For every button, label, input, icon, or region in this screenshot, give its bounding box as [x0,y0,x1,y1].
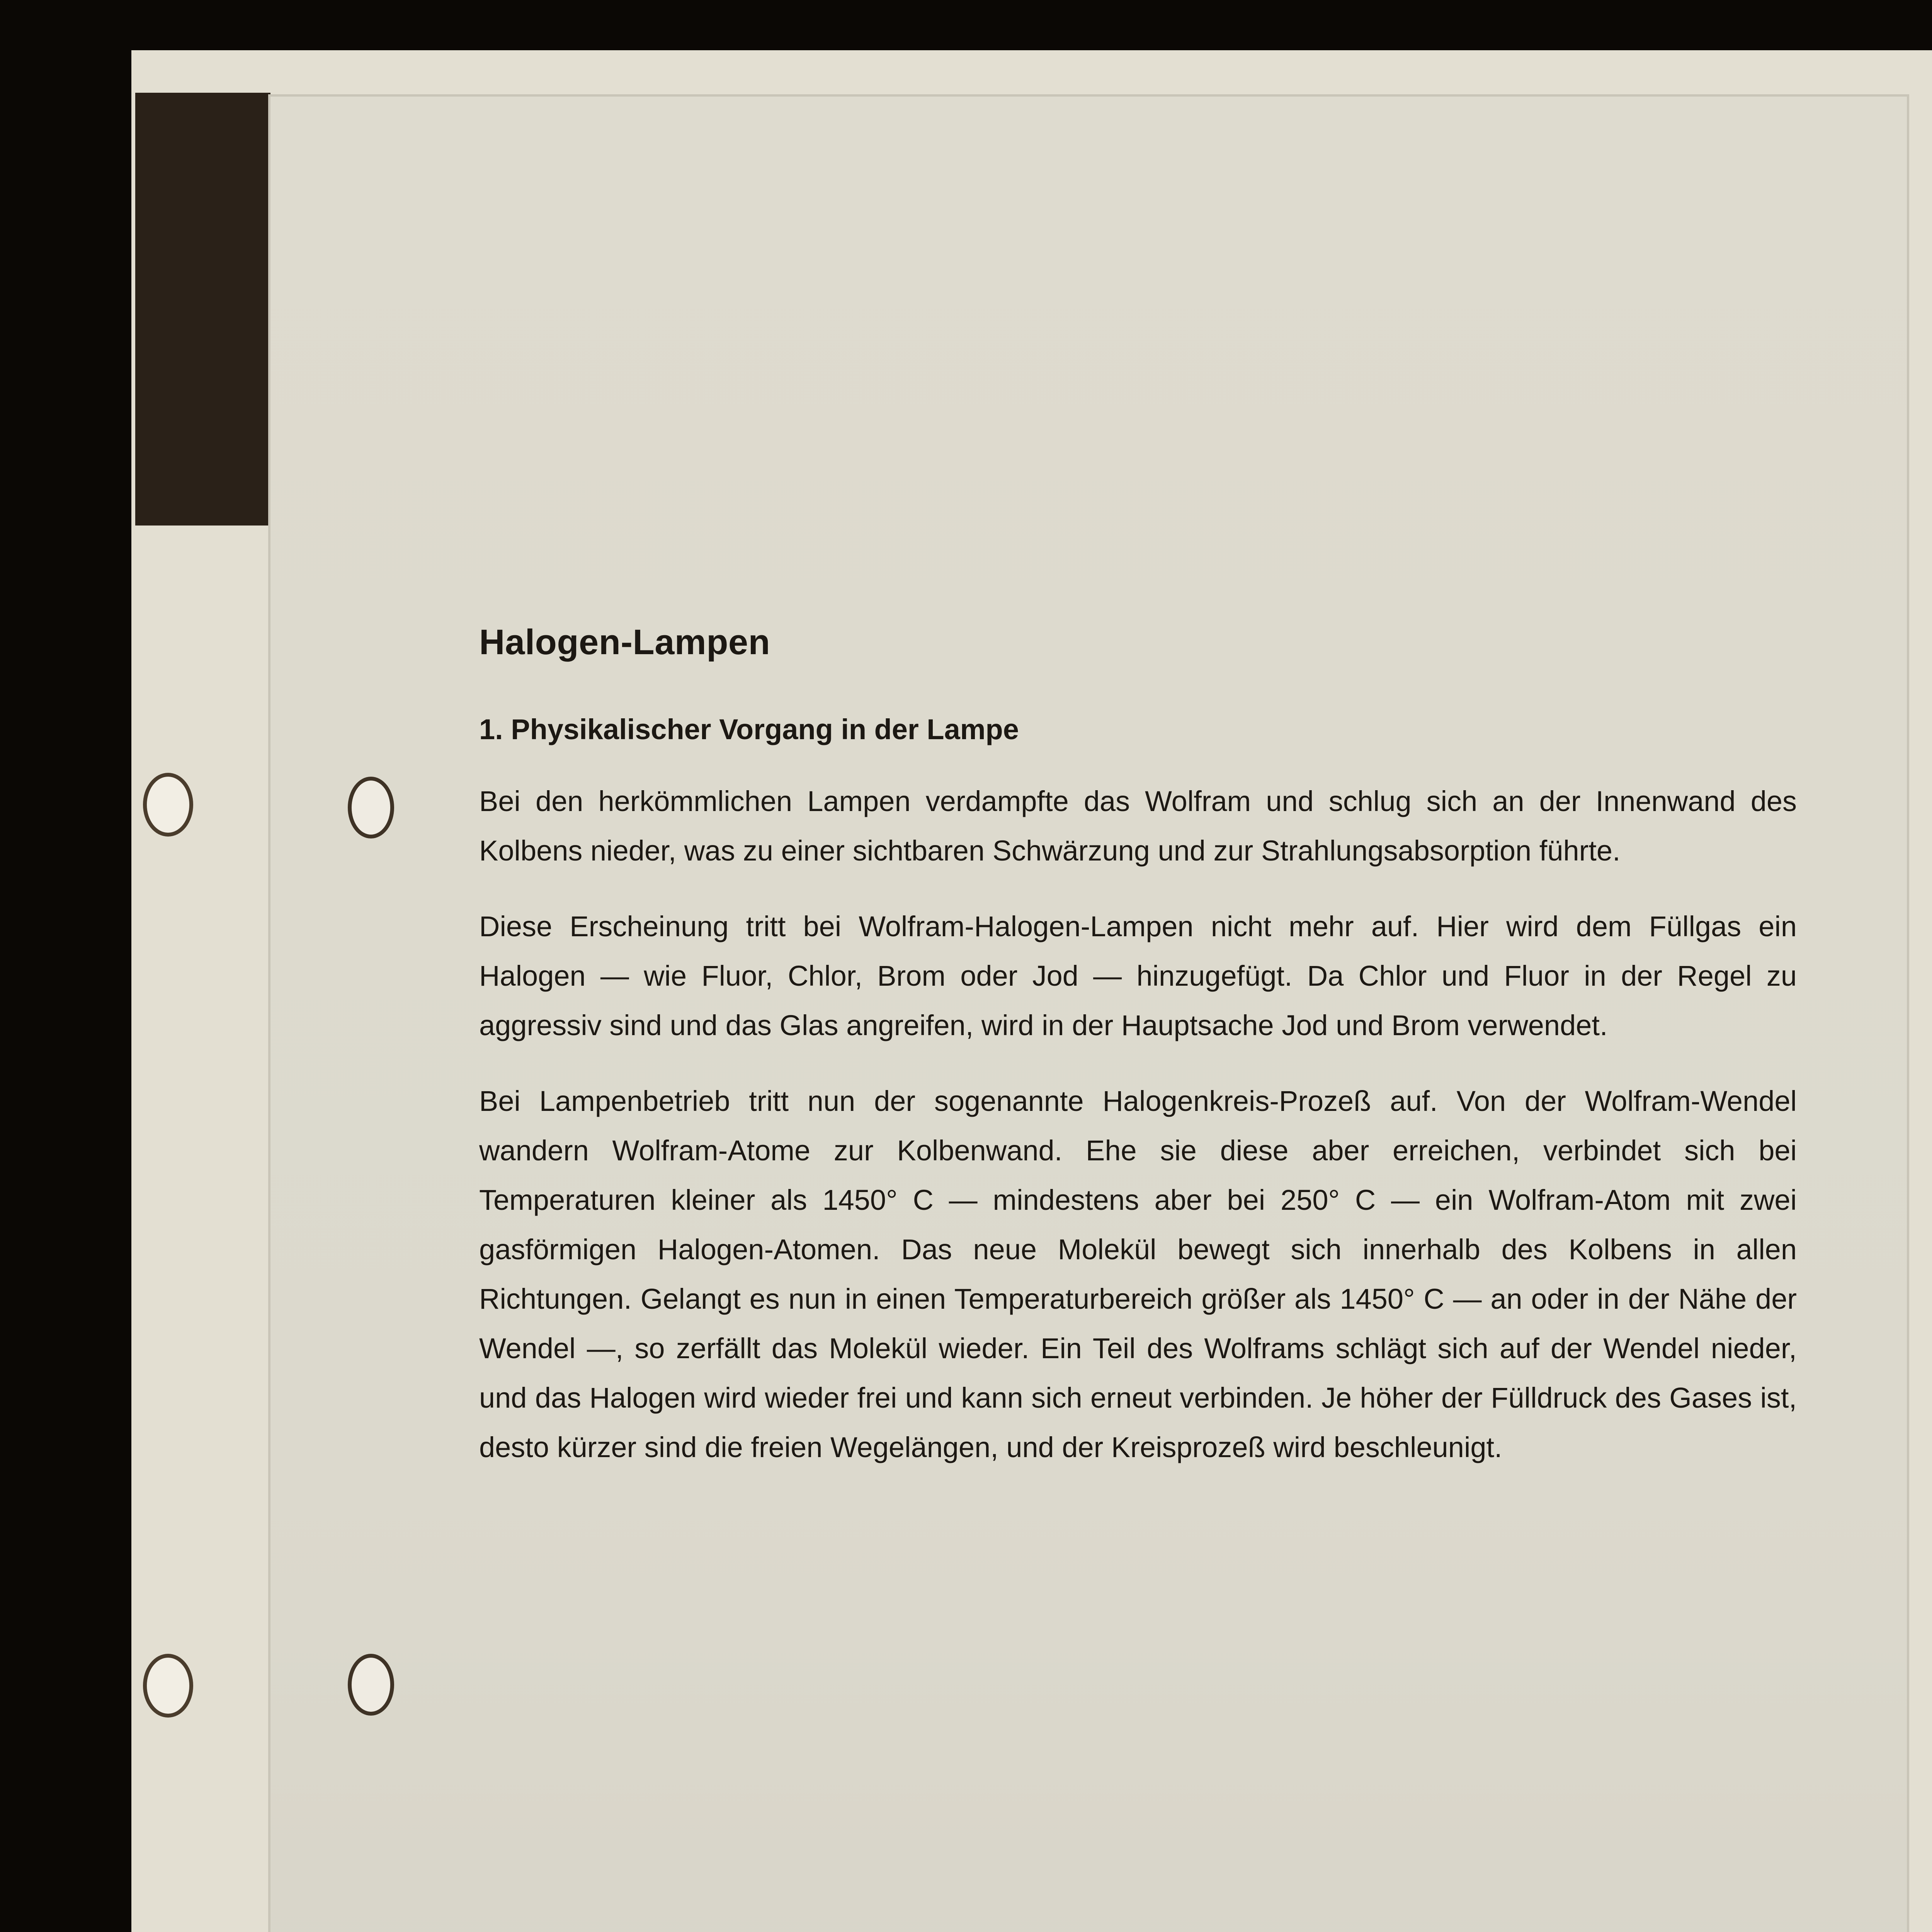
page-hole-top [348,777,394,838]
binder-hole-left-bottom [143,1654,193,1718]
binder-hole-left-top [143,773,193,837]
paragraph-1: Bei den herkömmlichen Lampen verdampfte das Wolfram und schlug sich an der Innenwand des Kolbens nieder, was zu einer sichtbaren Schwärzung und zur Strahlungsabsorption führte. [479,785,1797,867]
document-page [270,97,1907,1932]
document-title: Halogen-Lampen [479,622,770,662]
document-content [479,622,1797,1498]
paragraph-2: Diese Erscheinung tritt bei Wolfram-Halogen-Lampen nicht mehr auf. Hier wird dem Füllgas ein Halogen — wie Fluor, Chlor, Brom oder Jod — hinzugefügt. Da Chlor und Fluor in der Regel zu aggressiv sind und das Glas angreifen, wird in der Hauptsache Jod und Brom verwendet. [479,910,1797,1041]
paragraph-3: Bei Lampenbetrieb tritt nun der sogenannte Halogenkreis-Prozeß auf. Von der Wolfram-Wendel wandern Wolfram-Atome zur Kolbenwand. Ehe sie diese aber erreichen, verbindet sich bei Temperaturen kleiner als 1450° C — mindestens aber bei 250° C — ein Wolfram-Atom mit zwei gasförmigen Halogen-Atomen. Das neue Molekül bewegt sich innerhalb des Kolbens in allen Richtungen. Gelangt es nun in einen Temperaturbereich größer als 1450° C — an oder in der Nähe der Wendel —, so zerfällt das Molekül wieder. Ein Teil des Wolframs schlägt sich auf der Wendel nieder, und das Halogen wird wieder frei und kann sich erneut verbinden. Je höher der Fülldruck des Gases ist, desto kürzer sind die freien Wegelängen, und der Kreisprozeß wird beschleunigt. [479,1085,1797,1463]
backing-dark-strip [135,93,270,526]
page-hole-bottom [348,1654,394,1716]
section-heading: 1. Physikalischer Vorgang in der Lampe [479,713,1019,745]
